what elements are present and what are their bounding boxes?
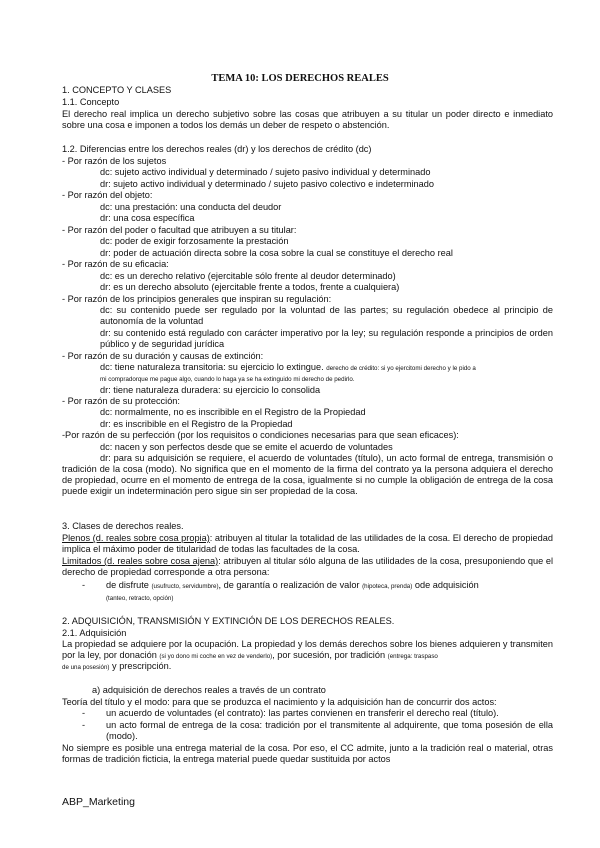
proteccion-heading: - Por razón de su protección:: [62, 396, 180, 406]
tradicion-paragraph: No siempre es posible una entrega material de la cosa. Por eso, el CC admite, junto a la tradición real o material, otras formas de tradición ficticia, la entrega material puede quedar sustituida por actos: [62, 743, 553, 764]
proteccion-dr: dr: es inscribible en el Registro de la Propiedad: [100, 419, 293, 429]
duracion-dr: dr: tiene naturaleza duradera: su ejercicio lo consolida: [100, 385, 321, 395]
sujetos-dr: dr: sujeto activo individual y determinado / sujeto pasivo colectivo e indeterminado: [100, 179, 434, 189]
disfrute-examples: (usufructo, servidumbre): [151, 583, 219, 590]
adquisicion-examples: (tanteo, retracto, opción): [106, 595, 174, 602]
duracion-dc: [100, 362, 476, 374]
section-3-heading: 3. Clases de derechos reales.: [62, 521, 184, 531]
plenos-paragraph: [62, 533, 553, 555]
adq-text-3: y prescripción.: [112, 661, 172, 671]
duracion-heading: - Por razón de su duración y causas de extinción:: [62, 351, 264, 361]
poder-heading: - Por razón del poder o facultad que atribuyen a su titular:: [62, 225, 297, 235]
contrato-item-1-dash: -: [82, 708, 86, 718]
principios-dc: dc: su contenido puede ser regulado por la voluntad de las partes; su regulación obedece al principio de autonomía de la voluntad: [100, 305, 553, 326]
duracion-dc-note: derecho de crédito: si yo ejercitomi derecho y le pido a: [326, 365, 476, 372]
adquisicion-paragraph: [62, 639, 553, 661]
eficacia-dc: dc: es un derecho relativo (ejercitable sólo frente al deudor determinado): [100, 271, 396, 281]
adq-donacion-note: (si yo dono mi coche en vez de venderlo): [159, 653, 273, 660]
poder-dc: dc: poder de exigir forzosamente la prestación: [100, 236, 289, 246]
sujetos-dc: dc: sujeto activo individual y determinado / sujeto pasivo individual y determinado: [100, 167, 431, 177]
section-1-2-heading: 1.2. Diferencias entre los derechos reales (dr) y los derechos de crédito (dc): [62, 144, 372, 154]
perfeccion-dc: dc: nacen y son perfectos desde que se emite el acuerdo de voluntades: [100, 442, 393, 452]
poder-dr: dr: poder de actuación directa sobre la cosa sobre la cual se constituye el derecho real: [100, 248, 453, 258]
adq-tradicion-note: (entrega: traspaso: [387, 653, 438, 660]
plenos-text: : atribuyen al titular la totalidad de las utilidades de la cosa. El derecho de propiedad implica el máximo poder de titularidad de todas las facultades de la cosa.: [62, 533, 553, 554]
sujetos-heading: - Por razón de los sujetos: [62, 156, 167, 166]
section-1-heading: 1. CONCEPTO Y CLASES: [62, 85, 172, 95]
adq-text-1: La propiedad se adquiere por la ocupación. La propiedad y los demás derechos sobre los bienes adquieren y transmiten por la ley, por donación: [62, 639, 553, 660]
limitados-paragraph: [62, 556, 553, 578]
duracion-dc-text: dc: tiene naturaleza transitoria: su ejercicio lo extingue.: [100, 362, 324, 372]
principios-dr: dr: su contenido está regulado con carácter imperativo por la ley; su regulación responde a principios de orden público y de seguridad jurídica: [100, 328, 553, 349]
contrato-heading: a) adquisición de derechos reales a través de un contrato: [92, 685, 326, 695]
teoria-titulo-modo: Teoría del título y el modo: para que se produzca el nacimiento y la adquisición han de concurrir dos actos:: [62, 697, 497, 707]
perfeccion-dr: dr: para su adquisición se requiere, el acuerdo de voluntades (título), un acto formal de entrega, transmisión o tradición de la cosa (modo). No significa que en el momento de la firma del contrato ya la persona adquiera el derecho de propiedad, ocurre en el momento de entrega de la cosa, igualmente si no cumple la obligación de entrega de la cosa puede exigir un indeterminación pero sigue sin ser propiedad de la cosa.: [62, 453, 553, 496]
contrato-item-2: un acto formal de entrega de la cosa: tradición por el transmitente al adquirente, que toma posesión de ella (modo).: [106, 720, 553, 741]
garantia-text: , de garantía o realización de valor: [218, 580, 360, 590]
perfeccion-heading: -Por razón de su perfección (por los requisitos o condiciones necesarias para que sean eficaces):: [62, 430, 459, 440]
contrato-item-2-dash: -: [82, 720, 86, 730]
garantia-examples: (hipoteca, prenda): [362, 583, 413, 590]
contrato-item-1: un acuerdo de voluntades (el contrato): las partes convienen en transferir el derecho real (título).: [106, 708, 499, 718]
eficacia-dr: dr: es un derecho absoluto (ejercitable frente a todos, frente a cualquiera): [100, 282, 400, 292]
plenos-label: Plenos (d. reales sobre cosa propia): [62, 533, 210, 543]
eficacia-heading: - Por razón de su eficacia:: [62, 259, 169, 269]
limitados-label: Limitados (d. reales sobre cosa ajena): [62, 556, 219, 566]
document-title: TEMA 10: LOS DERECHOS REALES: [211, 73, 389, 84]
limitados-text: : atribuyen al titular sólo alguna de las utilidades de la cosa, presuponiendo que el derecho de propiedad corresponde a otra persona:: [62, 556, 554, 577]
adquisicion-line-3: [62, 661, 171, 673]
principios-heading: - Por razón de los principios generales que inspiran su regulación:: [62, 294, 332, 304]
objeto-heading: - Por razón del objeto:: [62, 190, 153, 200]
section-2-heading: 2. ADQUISICIÓN, TRANSMISIÓN Y EXTINCIÓN DE LOS DERECHOS REALES.: [62, 616, 395, 626]
limitados-list-dash: -: [82, 580, 86, 590]
objeto-dr: dr: una cosa específica: [100, 213, 195, 223]
objeto-dc: dc: una prestación: una conducta del deudor: [100, 202, 282, 212]
adquisicion-text: ode adquisición: [414, 580, 479, 590]
section-1-1-heading: 1.1. Concepto: [62, 97, 120, 107]
concepto-paragraph: El derecho real implica un derecho subjetivo sobre las cosas que atribuyen a su titular un poder directo e inmediato sobre una cosa e imponen a todos los demás un deber de respeto o abstención.: [62, 109, 553, 130]
adq-posesion-note: de una posesión): [62, 664, 110, 671]
adq-text-2: , por sucesión, por tradición: [272, 650, 386, 660]
proteccion-dc: dc: normalmente, no es inscribible en el Registro de la Propiedad: [100, 407, 366, 417]
section-2-1-heading: 2.1. Adquisición: [62, 628, 127, 638]
footer-brand: ABP_Marketing: [62, 796, 135, 808]
disfrute-text: de disfrute: [106, 580, 149, 590]
duracion-dc-note-2: mi compradorque me pague algo, cuando lo haga ya se ha extinguido mi derecho de pedirlo.: [100, 376, 355, 383]
limitados-list-line-1: [106, 580, 479, 592]
